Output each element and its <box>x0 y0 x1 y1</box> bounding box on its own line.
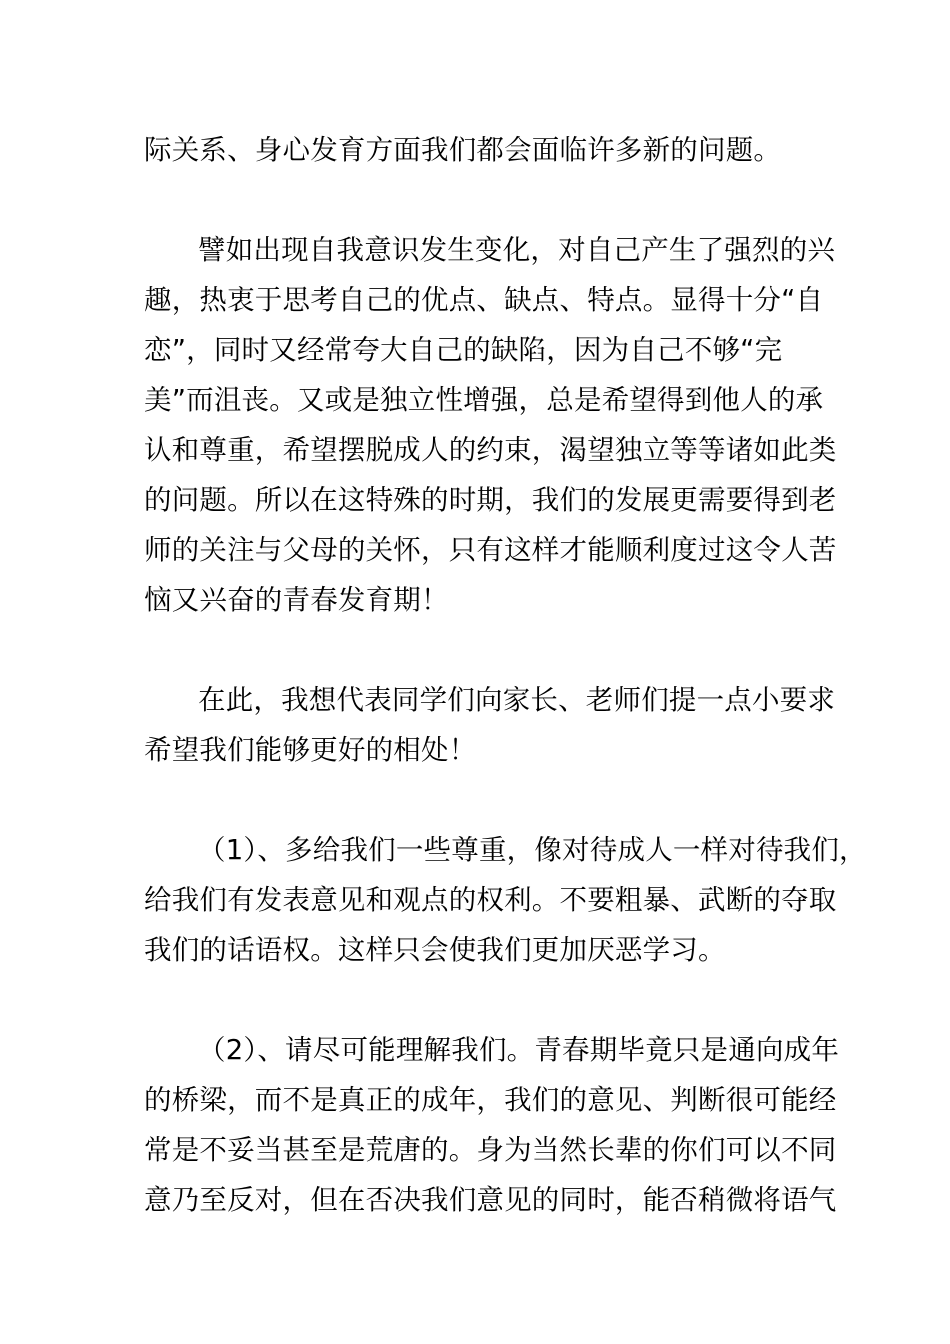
paragraph-2-line-1: 譬如出现自我意识发生变化，对自己产生了强烈的兴 <box>198 234 836 266</box>
paragraph-4-line-1: （1）、多给我们一些尊重，像对待成人一样对待我们， <box>198 834 867 866</box>
paragraph-5-line-4: 意乃至反对，但在否决我们意见的同时，能否稍微将语气 <box>144 1184 837 1216</box>
paragraph-4-line-2: 给我们有发表意见和观点的权利。不要粗暴、武断的夺取 <box>144 884 837 916</box>
paragraph-3-line-2: 希望我们能够更好的相处！ <box>144 734 477 766</box>
paragraph-2-line-4: 美”而沮丧。又或是独立性增强，总是希望得到他人的承 <box>144 384 824 416</box>
paragraph-1-line-1: 际关系、身心发育方面我们都会面临许多新的问题。 <box>144 134 782 166</box>
paragraph-5-line-1: （2）、请尽可能理解我们。青春期毕竟只是通向成年 <box>198 1034 840 1066</box>
paragraph-2-line-2: 趣，热衷于思考自己的优点、缺点、特点。显得十分“自 <box>144 284 824 316</box>
paragraph-2-line-5: 认和尊重，希望摆脱成人的约束，渴望独立等等诸如此类 <box>144 434 837 466</box>
paragraph-2-line-6: 的问题。所以在这特殊的时期，我们的发展更需要得到老 <box>144 484 837 516</box>
paragraph-2-line-8: 恼又兴奋的青春发育期！ <box>144 584 449 616</box>
paragraph-5-line-3: 常是不妥当甚至是荒唐的。身为当然长辈的你们可以不同 <box>144 1134 837 1166</box>
paragraph-2-line-3: 恋”，同时又经常夸大自己的缺陷，因为自己不够“完 <box>144 334 783 366</box>
paragraph-5-line-2: 的桥梁，而不是真正的成年，我们的意见、判断很可能经 <box>144 1084 837 1116</box>
paragraph-3-line-1: 在此，我想代表同学们向家长、老师们提一点小要求 <box>198 684 836 716</box>
paragraph-4-line-3: 我们的话语权。这样只会使我们更加厌恶学习。 <box>144 934 726 966</box>
paragraph-2-line-7: 师的关注与父母的关怀，只有这样才能顺利度过这令人苦 <box>144 534 837 566</box>
